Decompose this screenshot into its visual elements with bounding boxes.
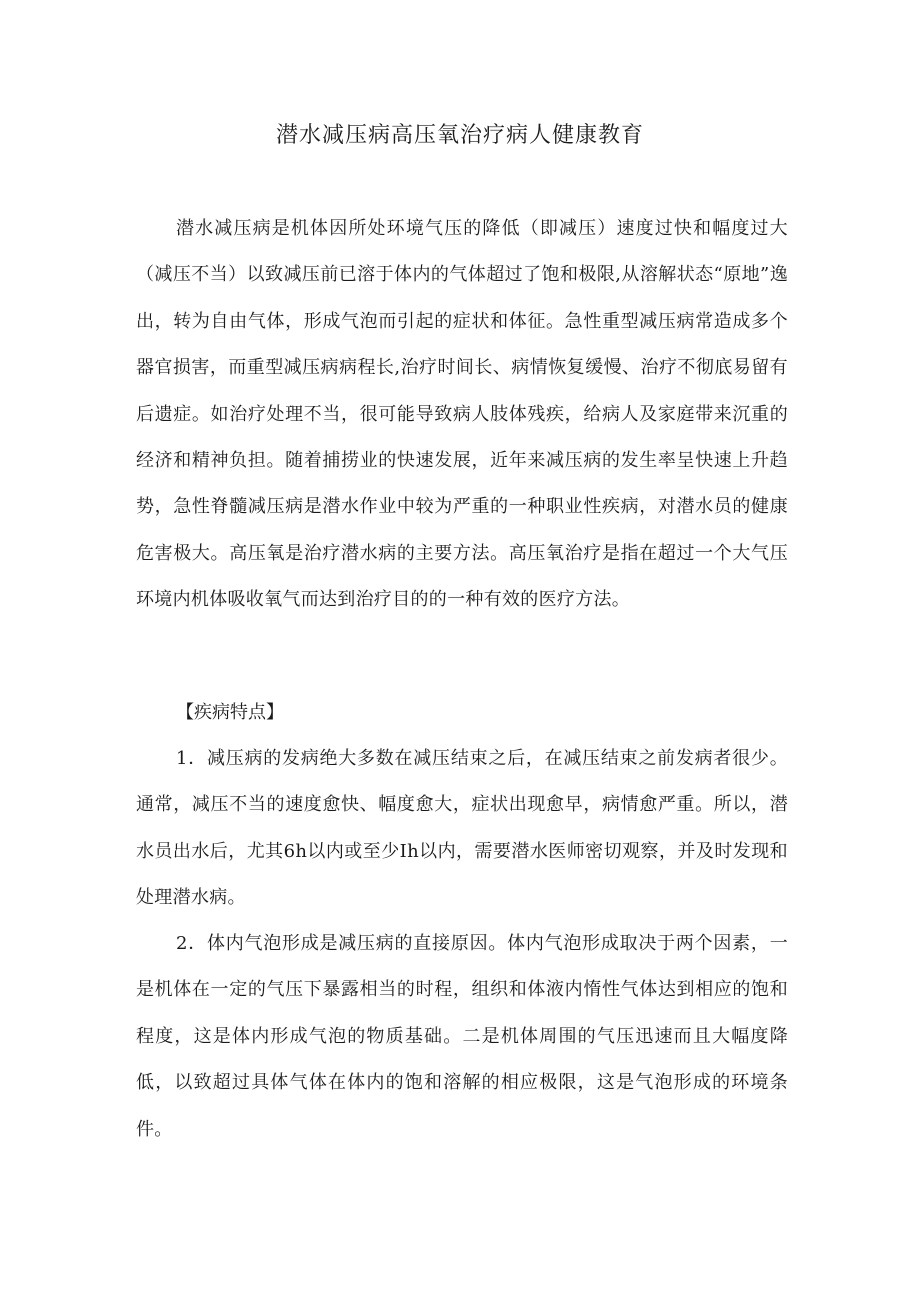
intro-paragraph: 潜水减压病是机体因所处环境气压的降低（即减压）速度过快和幅度过大（减压不当）以致减压前已溶于体内的气体超过了饱和极限,从溶解状态“原地”逸出，转为自由气体，形成气泡而引起的症状和体征。急性重型减压病常造成多个器官损害，而重型减压病病程长,治疗时间长、病情恢复缓慢、治疗不彻底易留有后遗症。如治疗处理不当，很可能导致病人肢体残疾，给病人及家庭带来沉重的经济和精神负担。随着捕捞业的快速发展，近年来减压病的发生率呈快速上升趋势，急性脊髓减压病是潜水作业中较为严重的一种职业性疾病，对潜水员的健康危害极大。高压氧是治疗潜水病的主要方法。高压氧治疗是指在超过一个大气压环境内机体吸收氧气而达到治疗目的的一种有效的医疗方法。	[136, 218, 788, 611]
point-paragraph-2: 2．体内气泡形成是减压病的直接原因。体内气泡形成取决于两个因素，一是机体在一定的气压下暴露相当的时程，组织和体液内惰性气体达到相应的饱和程度，这是体内形成气泡的物质基础。二是机体周围的气压迅速而且大幅度降低，以致超过具体气体在体内的饱和溶解的相应极限，这是气泡形成的环境条件。	[136, 933, 788, 1140]
point-paragraph-1: 1．减压病的发病绝大多数在减压结束之后，在减压结束之前发病者很少。通常，减压不当的速度愈快、幅度愈大，症状出现愈早，病情愈严重。所以，潜水员出水后，尤其6h以内或至少Ih以内，需要潜水医师密切观察，并及时发现和处理潜水病。	[136, 748, 788, 909]
document-title: 潜水减压病高压氧治疗病人健康教育	[275, 123, 644, 148]
section-heading: 【疾病特点】	[176, 702, 284, 723]
